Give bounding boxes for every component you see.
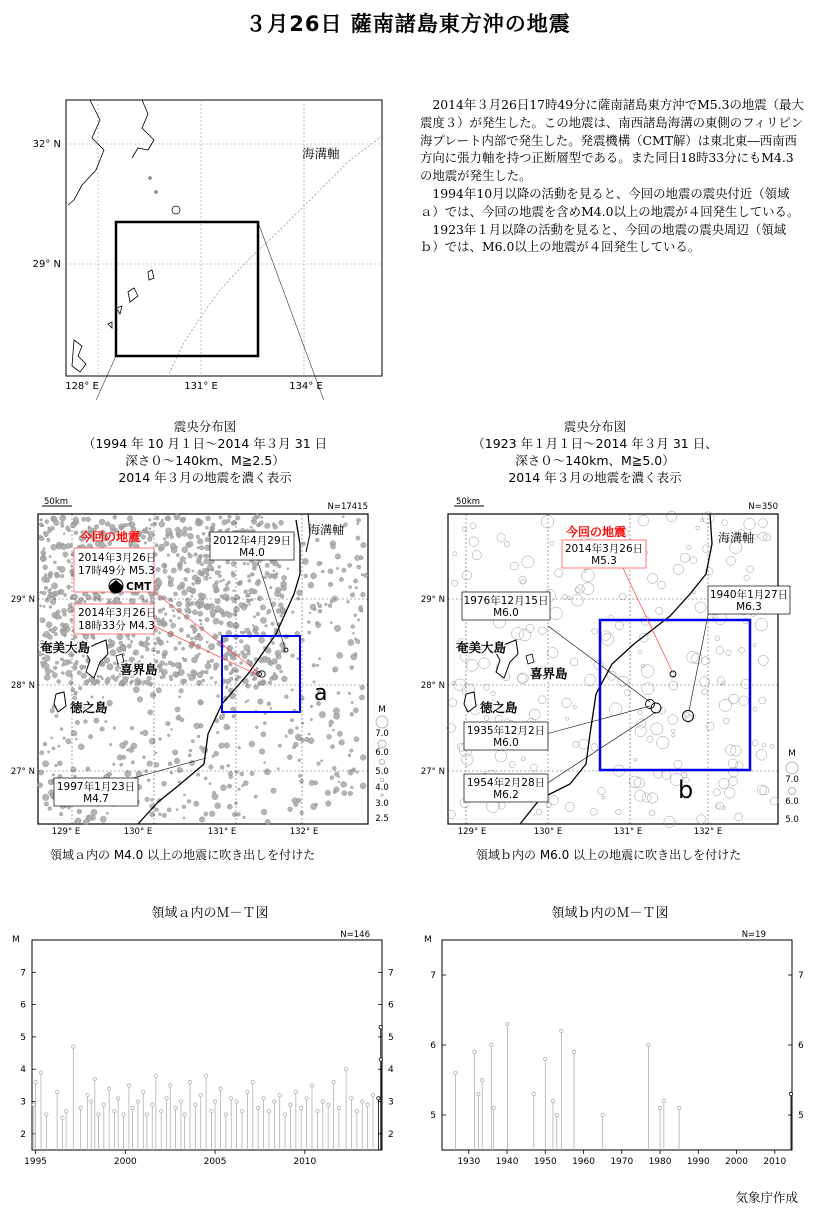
map-b bbox=[420, 494, 812, 839]
x-tick-label: 1930 bbox=[457, 1157, 481, 1167]
mt-point bbox=[572, 1050, 575, 1053]
callout-date: 1935年12月2日 bbox=[466, 725, 546, 737]
mt-point bbox=[230, 1097, 233, 1100]
mt-point bbox=[332, 1080, 335, 1083]
y-tick-label: 6 bbox=[430, 1041, 436, 1051]
mt-point bbox=[165, 1097, 168, 1100]
mt-point bbox=[174, 1106, 177, 1109]
mt-a-frame bbox=[32, 940, 382, 1150]
mt-point bbox=[366, 1103, 369, 1106]
region-a-label: a bbox=[314, 681, 328, 706]
caption-line: 震央分布図 bbox=[563, 419, 627, 434]
lon-label: 131° E bbox=[184, 381, 218, 392]
lon-label: 132° E bbox=[693, 827, 723, 837]
mt-point bbox=[204, 1074, 207, 1077]
mt-point bbox=[116, 1097, 119, 1100]
island-label: 喜界島 bbox=[120, 662, 158, 677]
legend-value: 5.0 bbox=[785, 815, 799, 825]
mt-point bbox=[662, 1099, 665, 1102]
mt-point bbox=[107, 1087, 110, 1090]
island-label: 喜界島 bbox=[530, 666, 568, 681]
y-tick-label: 7 bbox=[388, 968, 394, 979]
mt-point bbox=[477, 1092, 480, 1095]
mt-point bbox=[194, 1103, 197, 1106]
lat-label: 29° N bbox=[420, 595, 445, 605]
mt-point bbox=[145, 1113, 148, 1116]
mt-point bbox=[294, 1090, 297, 1093]
caption-line: 深さ０～140km、M≧5.0） bbox=[515, 453, 675, 468]
trench-label: 海溝軸 bbox=[308, 523, 345, 537]
callout-date: 2012年4月29日 bbox=[212, 535, 292, 547]
legend-value: 7.0 bbox=[375, 729, 389, 739]
callout-mag: M6.2 bbox=[493, 789, 519, 801]
mt-point bbox=[219, 1087, 222, 1090]
y-tick-label: 6 bbox=[20, 1000, 26, 1011]
y-axis-label: M bbox=[424, 935, 432, 945]
mt-point bbox=[131, 1106, 134, 1109]
mt-chart-a bbox=[4, 928, 404, 1178]
mt-point bbox=[188, 1080, 191, 1083]
mt-point bbox=[677, 1106, 680, 1109]
mt-point bbox=[555, 1113, 558, 1116]
x-tick-label: 1995 bbox=[24, 1157, 48, 1167]
count-label: N=19 bbox=[741, 930, 766, 940]
mt-point bbox=[658, 1106, 661, 1109]
callout-date: 1940年1月27日 bbox=[709, 589, 789, 601]
focal-mechanism-icon bbox=[109, 579, 123, 593]
lon-label: 130° E bbox=[533, 827, 563, 837]
mt-b-frame bbox=[442, 940, 792, 1150]
mt-point bbox=[344, 1068, 347, 1071]
lon-label: 129° E bbox=[457, 827, 487, 837]
mt-point bbox=[310, 1084, 313, 1087]
mt-point bbox=[492, 1106, 495, 1109]
scale-label: 50km bbox=[456, 497, 481, 507]
mt-point bbox=[377, 1097, 380, 1100]
trench-label: 海溝軸 bbox=[302, 146, 340, 161]
mt-point bbox=[90, 1100, 93, 1103]
x-tick-label: 1990 bbox=[686, 1157, 710, 1167]
y-tick-label: 4 bbox=[20, 1065, 26, 1076]
mt-point bbox=[647, 1043, 650, 1046]
legend-title: M bbox=[788, 749, 796, 759]
y-axis-label: M bbox=[12, 935, 20, 945]
mt-point bbox=[235, 1100, 238, 1103]
mt-point bbox=[560, 1029, 563, 1032]
callout-mag: M4.0 bbox=[239, 547, 265, 559]
count-label: N=350 bbox=[748, 502, 778, 512]
map-a bbox=[8, 494, 400, 839]
x-tick-label: 2010 bbox=[763, 1157, 787, 1167]
y-tick-label: 6 bbox=[388, 1000, 394, 1011]
callout-date: 2014年3月26日 bbox=[78, 552, 157, 564]
mt-point bbox=[45, 1113, 48, 1116]
mt-point bbox=[490, 1043, 493, 1046]
mt-point bbox=[789, 1092, 792, 1095]
callout-date: 2014年3月26日 bbox=[78, 607, 157, 619]
callout-mag: M4.7 bbox=[83, 793, 109, 805]
lon-label: 130° E bbox=[123, 827, 153, 837]
callout-date: 1997年1月23日 bbox=[56, 781, 136, 793]
scale-label: 50km bbox=[44, 497, 69, 507]
caption-line: （1923 年１月１日～2014 年３月 31 日、 bbox=[472, 436, 718, 451]
caption-line: 2014 年３月の地震を濃く表示 bbox=[118, 470, 292, 485]
mt-b-title: 領域ｂ内のＭ－Ｔ図 bbox=[551, 906, 669, 921]
y-tick-label: 5 bbox=[798, 1111, 804, 1121]
callout-date: 2014年3月26日 bbox=[564, 543, 644, 555]
mt-point bbox=[55, 1090, 58, 1093]
y-tick-label: 2 bbox=[388, 1129, 394, 1140]
legend-value: 6.0 bbox=[375, 748, 389, 758]
mt-point bbox=[213, 1100, 216, 1103]
page-title: ３月26日 薩南諸島東方沖の地震 bbox=[245, 12, 571, 36]
mt-point bbox=[300, 1106, 303, 1109]
current-quake-label: 今回の地震 bbox=[566, 525, 627, 539]
mt-point bbox=[179, 1100, 182, 1103]
mt-point bbox=[316, 1110, 319, 1113]
credit: 気象庁作成 bbox=[735, 1190, 798, 1205]
mt-point bbox=[86, 1093, 89, 1096]
mt-point bbox=[454, 1071, 457, 1074]
mt-point bbox=[273, 1100, 276, 1103]
callout-mag: M6.3 bbox=[736, 601, 762, 613]
magnitude-legend bbox=[785, 749, 799, 825]
lat-label: 29° N bbox=[10, 595, 35, 605]
count-label: N=146 bbox=[340, 930, 370, 940]
map-a-caption bbox=[40, 418, 370, 486]
map-a-footnote: 領域ａ内の M4.0 以上の地震に吹き出しを付けた bbox=[50, 848, 316, 862]
x-tick-label: 2010 bbox=[293, 1157, 317, 1167]
mt-point bbox=[154, 1074, 157, 1077]
lon-label: 134° E bbox=[289, 381, 323, 392]
mt-point bbox=[379, 1026, 382, 1029]
mt-point bbox=[79, 1106, 82, 1109]
mt-point bbox=[480, 1078, 483, 1081]
y-tick-label: 3 bbox=[20, 1097, 26, 1108]
mt-point bbox=[289, 1103, 292, 1106]
mt-point bbox=[283, 1113, 286, 1116]
mt-point bbox=[337, 1106, 340, 1109]
mt-point bbox=[267, 1110, 270, 1113]
description bbox=[420, 96, 804, 256]
mt-point bbox=[72, 1045, 75, 1048]
mt-point bbox=[371, 1093, 374, 1096]
legend-value: 6.0 bbox=[785, 797, 799, 807]
mt-point bbox=[142, 1090, 145, 1093]
island-label: 奄美大島 bbox=[456, 640, 507, 655]
mt-point bbox=[224, 1113, 227, 1116]
y-tick-label: 7 bbox=[430, 971, 436, 981]
mt-point bbox=[240, 1110, 243, 1113]
mt-point bbox=[350, 1097, 353, 1100]
mt-point bbox=[160, 1110, 163, 1113]
x-tick-label: 1940 bbox=[495, 1157, 519, 1167]
mt-point bbox=[39, 1071, 42, 1074]
mt-point bbox=[246, 1090, 249, 1093]
map-b-caption bbox=[430, 418, 760, 486]
callout-mag: M5.3 bbox=[591, 555, 617, 567]
legend-value: 5.0 bbox=[375, 767, 389, 777]
lat-label: 32° N bbox=[32, 139, 61, 150]
description-paragraph: 1994年10月以降の活動を見ると、今回の地震の震央付近（領域ａ）では、今回の地震を含めM4.0以上の地震が４回発生している。 bbox=[420, 185, 800, 219]
description-paragraph: 1923年１月以降の活動を見ると、今回の地震の震央周辺（領域ｂ）では、M6.0以上の地震が４回発生している。 bbox=[420, 221, 787, 255]
magnitude-legend bbox=[375, 705, 389, 824]
callout-mag: M6.0 bbox=[493, 737, 519, 749]
mt-chart-b bbox=[414, 928, 814, 1178]
lat-label: 27° N bbox=[420, 767, 445, 777]
island-label: 徳之島 bbox=[70, 700, 108, 715]
mt-point bbox=[551, 1099, 554, 1102]
mt-point bbox=[251, 1080, 254, 1083]
lon-label: 128° E bbox=[65, 381, 99, 392]
lon-label: 132° E bbox=[289, 827, 319, 837]
caption-line: 2014 年３月の地震を濃く表示 bbox=[508, 470, 682, 485]
legend-title: M bbox=[378, 705, 386, 715]
y-tick-label: 4 bbox=[388, 1065, 394, 1076]
mt-point bbox=[64, 1110, 67, 1113]
lon-label: 131° E bbox=[207, 827, 237, 837]
y-tick-label: 3 bbox=[388, 1097, 394, 1108]
y-tick-label: 7 bbox=[798, 971, 804, 981]
x-tick-label: 1960 bbox=[572, 1157, 595, 1167]
x-tick-label: 2000 bbox=[725, 1157, 748, 1167]
island-label: 奄美大島 bbox=[40, 640, 91, 655]
mt-point bbox=[210, 1110, 213, 1113]
x-tick-label: 2000 bbox=[113, 1157, 137, 1167]
mt-point bbox=[136, 1100, 139, 1103]
y-tick-label: 6 bbox=[798, 1041, 804, 1051]
legend-value: 2.5 bbox=[375, 814, 389, 824]
lat-label: 28° N bbox=[420, 681, 445, 691]
y-tick-label: 5 bbox=[388, 1032, 394, 1043]
mt-point bbox=[361, 1100, 364, 1103]
mt-point bbox=[473, 1050, 476, 1053]
cmt-label: CMT bbox=[126, 581, 152, 593]
map-b-footnote: 領域ｂ内の M6.0 以上の地震に吹き出しを付けた bbox=[476, 848, 742, 862]
description-paragraph: 2014年３月26日17時49分に薩南諸島東方沖でM5.3の地震（最大震度３）が発生した。この地震は、南西諸島海溝の東側のフィリピン海プレート内部で発生した。発震機構（CMT解）は東北東―西南西方向に張力軸を持つ正断層型である。また同日18時33分にもM4.3の地震が発生した。 bbox=[420, 97, 804, 184]
x-tick-label: 1970 bbox=[610, 1157, 634, 1167]
callout-mag: M6.0 bbox=[493, 607, 519, 619]
caption-line: 震央分布図 bbox=[173, 419, 237, 434]
mt-point bbox=[113, 1110, 116, 1113]
y-tick-label: 5 bbox=[430, 1111, 436, 1121]
mt-point bbox=[321, 1100, 324, 1103]
lat-label: 28° N bbox=[10, 681, 35, 691]
count-label: N=17415 bbox=[327, 502, 368, 512]
lat-label: 29° N bbox=[32, 259, 61, 270]
legend-value: 7.0 bbox=[785, 775, 799, 785]
mt-point bbox=[305, 1097, 308, 1100]
mt-point bbox=[97, 1113, 100, 1116]
index-map-frame bbox=[66, 100, 382, 376]
x-tick-label: 1980 bbox=[648, 1157, 672, 1167]
current-quake-label: 今回の地震 bbox=[80, 530, 141, 544]
mt-point bbox=[278, 1093, 281, 1096]
index-map bbox=[30, 90, 390, 400]
caption-line: （1994 年 10 月１日～2014 年３月 31 日 bbox=[82, 436, 328, 451]
callout-time: 18時33分 M4.3 bbox=[78, 620, 155, 632]
mt-point bbox=[34, 1080, 37, 1083]
mt-point bbox=[326, 1103, 329, 1106]
mt-point bbox=[122, 1113, 125, 1116]
x-tick-label: 1950 bbox=[533, 1157, 557, 1167]
legend-value: 3.0 bbox=[375, 799, 389, 809]
mt-point bbox=[32, 1103, 35, 1106]
mt-point bbox=[151, 1103, 154, 1106]
mt-point bbox=[169, 1084, 172, 1087]
mt-point bbox=[601, 1113, 604, 1116]
mt-point bbox=[127, 1084, 130, 1087]
mt-point bbox=[532, 1092, 535, 1095]
callout-date: 1954年2月28日 bbox=[466, 777, 546, 789]
mt-point bbox=[102, 1103, 105, 1106]
x-tick-label: 2005 bbox=[203, 1157, 227, 1167]
mt-point bbox=[355, 1110, 358, 1113]
y-tick-label: 5 bbox=[20, 1032, 26, 1043]
region-b-label: b bbox=[678, 776, 694, 804]
legend-value: 4.0 bbox=[375, 783, 389, 793]
mt-point bbox=[379, 1058, 382, 1061]
mt-point bbox=[262, 1097, 265, 1100]
lon-label: 129° E bbox=[51, 827, 81, 837]
lon-label: 131° E bbox=[613, 827, 643, 837]
trench-label: 海溝軸 bbox=[718, 531, 755, 545]
mt-point bbox=[93, 1077, 96, 1080]
mt-point bbox=[256, 1106, 259, 1109]
callout-time: 17時49分 M5.3 bbox=[78, 565, 155, 577]
y-tick-label: 7 bbox=[20, 968, 26, 979]
caption-line: 深さ０～140km、M≧2.5） bbox=[125, 453, 285, 468]
island-label: 徳之島 bbox=[480, 700, 518, 715]
mt-point bbox=[544, 1057, 547, 1060]
y-tick-label: 2 bbox=[20, 1129, 26, 1140]
mt-point bbox=[506, 1022, 509, 1025]
mt-point bbox=[61, 1116, 64, 1119]
mt-point bbox=[183, 1113, 186, 1116]
mt-point bbox=[199, 1093, 202, 1096]
mt-a-title: 領域ａ内のＭ－Ｔ図 bbox=[151, 906, 269, 921]
callout-date: 1976年12月15日 bbox=[463, 595, 549, 607]
lat-label: 27° N bbox=[10, 767, 35, 777]
